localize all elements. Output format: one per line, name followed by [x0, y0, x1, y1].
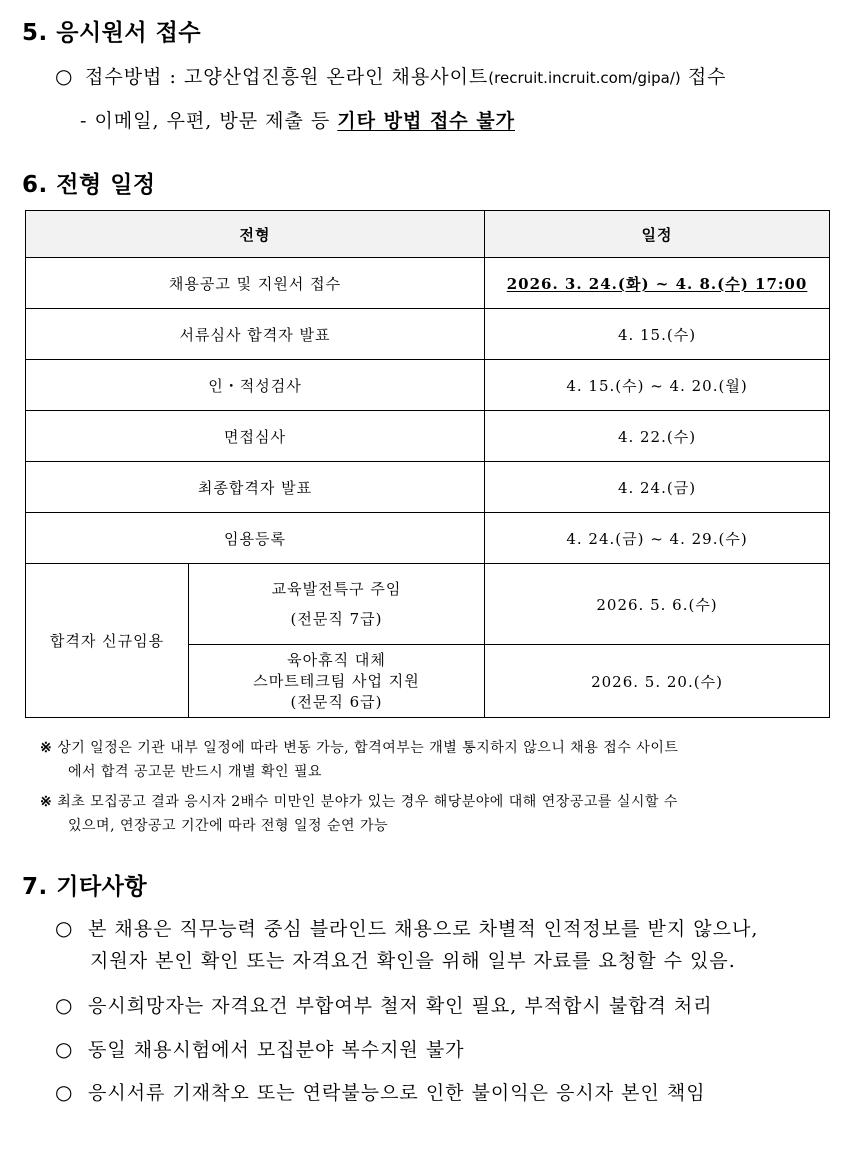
table-row: [26, 564, 830, 645]
sub-stage-line: 육아휴직 대체: [287, 650, 386, 669]
method-sub-line: [80, 106, 515, 133]
note-text: 상기 일정은 기관 내부 일정에 따라 변동 가능, 합격여부는 개별 통지하지 않으니 채용 접수 사이트: [57, 740, 679, 756]
section6-title: 6. 전형 일정: [22, 172, 156, 198]
table-row: [26, 258, 830, 309]
date-cell: 4. 22.(수): [485, 411, 830, 462]
date-cell: 2026. 5. 6.(수): [485, 564, 830, 645]
section7-title: 7. 기타사항: [22, 874, 148, 900]
schedule-table: [25, 210, 830, 718]
table-header-row: [26, 211, 830, 258]
sub-stage-line: (전문직 7급): [290, 610, 383, 628]
bullet-circle-icon: ○: [55, 993, 74, 1017]
sub-stage-line: 교육발전특구 주임: [271, 580, 402, 598]
header-date: 일정: [485, 211, 830, 258]
list-item-text-cont: 지원자 본인 확인 또는 자격요건 확인을 위해 일부 자료를 요청할 수 있음.: [90, 950, 736, 972]
method-label: 접수방법 : 고양산업진흥원 온라인 채용사이트: [85, 66, 489, 88]
list-item-text: 응시서류 기재착오 또는 연락불능으로 인한 불이익은 응시자 본인 책임: [88, 1082, 706, 1104]
stage-cell: 임용등록: [26, 513, 485, 564]
table-row: [26, 411, 830, 462]
method-sub-prefix: - 이메일, 우편, 방문 제출 등: [80, 110, 331, 132]
group-label-cell: 합격자 신규임용: [26, 564, 189, 718]
list-item: [55, 1033, 465, 1066]
reference-mark-icon: ※: [40, 794, 53, 810]
list-item: [55, 989, 713, 1022]
date-cell: 4. 15.(수) ~ 4. 20.(월): [485, 360, 830, 411]
date-cell: [485, 258, 830, 309]
bullet-circle-icon: ○: [55, 1080, 74, 1104]
stage-cell: 최종합격자 발표: [26, 462, 485, 513]
note-text-cont: 에서 합격 공고문 반드시 개별 확인 필요: [68, 764, 323, 780]
bullet-circle-icon: ○: [55, 1037, 74, 1061]
reference-mark-icon: ※: [40, 740, 53, 756]
list-item-text: 응시희망자는 자격요건 부합여부 철저 확인 필요, 부적합시 불합격 처리: [88, 995, 713, 1017]
table-row: [26, 360, 830, 411]
method-url: (recruit.incruit.com/gipa/): [488, 69, 681, 87]
stage-cell: 면접심사: [26, 411, 485, 462]
section5-title: 5. 응시원서 접수: [22, 20, 202, 46]
bullet-circle-icon: ○: [55, 64, 74, 88]
table-row: [26, 309, 830, 360]
stage-cell: 인・적성검사: [26, 360, 485, 411]
method-sub-strong: 기타 방법 접수 불가: [337, 110, 515, 132]
date-highlight: 2026. 3. 24.(화) ~ 4. 8.(수) 17:00: [506, 274, 808, 293]
note-2: [40, 790, 678, 838]
list-item: [55, 1076, 706, 1109]
note-text-cont: 있으며, 연장공고 기간에 따라 전형 일정 순연 가능: [68, 818, 389, 834]
header-stage: 전형: [26, 211, 485, 258]
table-row: [26, 513, 830, 564]
stage-cell: 서류심사 합격자 발표: [26, 309, 485, 360]
method-line: [55, 62, 727, 89]
sub-stage-line: 스마트테크팀 사업 지원: [253, 671, 420, 690]
method-end: 접수: [687, 66, 727, 88]
date-cell: 2026. 5. 20.(수): [485, 645, 830, 718]
sub-stage-cell: [189, 645, 485, 718]
date-cell: 4. 24.(금) ~ 4. 29.(수): [485, 513, 830, 564]
note-1: [40, 736, 678, 784]
date-cell: 4. 24.(금): [485, 462, 830, 513]
stage-cell: 채용공고 및 지원서 접수: [26, 258, 485, 309]
bullet-circle-icon: ○: [55, 916, 74, 940]
sub-stage-line: (전문직 6급): [290, 692, 383, 711]
date-cell: 4. 15.(수): [485, 309, 830, 360]
table-row: [26, 462, 830, 513]
list-item-text: 동일 채용시험에서 모집분야 복수지원 불가: [88, 1039, 465, 1061]
list-item: [55, 912, 758, 977]
note-text: 최초 모집공고 결과 응시자 2배수 미만인 분야가 있는 경우 해당분야에 대해 연장공고를 실시할 수: [57, 794, 678, 810]
list-item-text: 본 채용은 직무능력 중심 블라인드 채용으로 차별적 인적정보를 받지 않으나,: [88, 918, 759, 940]
sub-stage-cell: [189, 564, 485, 645]
